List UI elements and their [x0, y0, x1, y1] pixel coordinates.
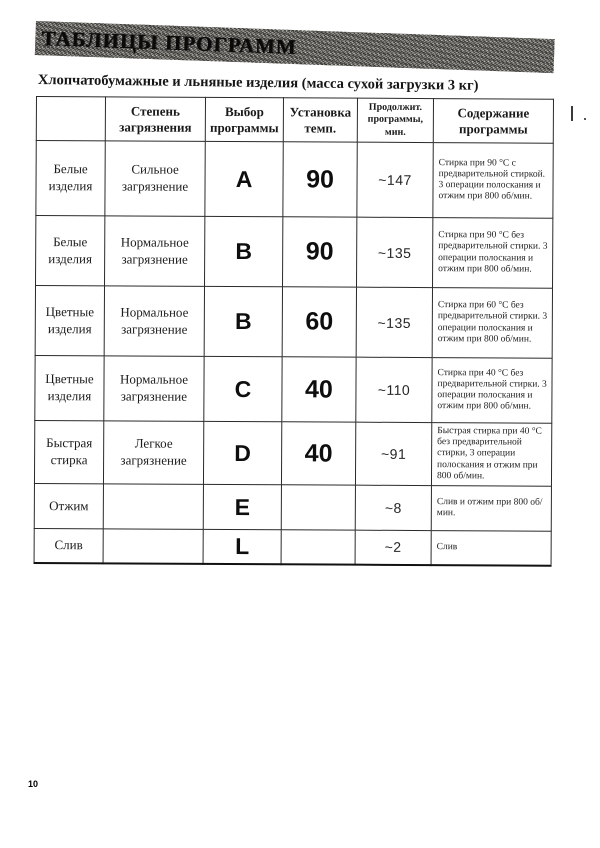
item-cell: Отжим [34, 484, 103, 529]
duration-cell: ~147 [357, 142, 433, 217]
table-row [34, 420, 551, 486]
header-cell: Содержание программы [433, 99, 553, 144]
soil-cell [103, 529, 203, 564]
soil-cell: Нормальное загрязнение [104, 286, 204, 357]
temp-cell [281, 485, 355, 530]
duration-cell: ~8 [355, 485, 431, 530]
scan-artifact [584, 118, 586, 120]
temp-cell: 40 [281, 422, 355, 485]
item-cell: Цветные изделия [35, 286, 104, 356]
section-title-bar [35, 21, 555, 73]
soil-cell: Нормальное загрязнение [105, 216, 205, 287]
item-cell: Белые изделия [36, 216, 105, 286]
table-subtitle: Хлопчатобумажные и льняные изделия (масса сухой загрузки 3 кг) [37, 72, 479, 94]
program-table [34, 96, 554, 566]
temp-cell: 90 [283, 217, 357, 287]
program-cell: B [204, 286, 282, 356]
description-cell: Быстрая стирка при 40 °C без предварительной стирки, 3 операции полоскания и отжим при 800 об/мин. [431, 423, 551, 487]
duration-cell: ~91 [355, 422, 431, 485]
soil-cell: Нормальное загрязнение [104, 356, 204, 422]
duration-cell: ~135 [357, 217, 433, 287]
section-title: ТАБЛИЦЫ ПРОГРАММ [41, 25, 298, 59]
description-cell: Слив и отжим при 800 об/мин. [431, 486, 551, 532]
soil-cell: Сильное загрязнение [105, 141, 205, 217]
header-cell [36, 97, 105, 141]
item-cell: Слив [34, 529, 103, 563]
program-cell: D [203, 421, 281, 484]
description-cell: Слив [431, 531, 551, 566]
program-table-body [34, 141, 553, 566]
program-cell: E [203, 484, 281, 529]
table-row [34, 484, 551, 532]
header-cell: Продолжит. программы, мин. [357, 98, 433, 142]
soil-cell: Легкое загрязнение [103, 421, 203, 485]
table-row [35, 286, 552, 359]
program-cell: B [205, 216, 283, 286]
program-cell: L [203, 529, 281, 563]
program-cell: A [205, 141, 283, 216]
table-row [34, 529, 551, 566]
table-row [35, 355, 552, 423]
soil-cell [103, 484, 203, 530]
header-cell: Выбор программы [205, 97, 283, 141]
table-header-row [36, 97, 553, 144]
temp-cell: 60 [282, 287, 356, 357]
description-cell: Стирка при 90 °C без предварительной стирки. 3 операции полоскания и отжим при 800 об/мин. [433, 218, 553, 289]
description-cell: Стирка при 60 °C без предварительной стирки. 3 операции полоскания и отжим при 800 об/мин. [432, 288, 552, 359]
header-cell: Степень загрязнения [105, 97, 205, 142]
scan-artifact [571, 106, 573, 121]
program-table-wrap [34, 96, 554, 566]
temp-cell: 40 [282, 357, 356, 422]
header-cell: Установка темп. [283, 98, 357, 142]
page-number: 10 [28, 779, 39, 789]
item-cell: Белые изделия [36, 141, 105, 216]
item-cell: Цветные изделия [35, 355, 104, 420]
temp-cell [281, 530, 355, 564]
duration-cell: ~2 [355, 530, 431, 564]
program-cell: C [204, 356, 282, 421]
item-cell: Быстрая стирка [34, 420, 103, 483]
description-cell: Стирка при 90 °C с предварительной стиркой. 3 операции полоскания и отжим при 800 об/мин. [433, 143, 553, 219]
table-row [36, 141, 553, 219]
duration-cell: ~135 [356, 287, 432, 357]
temp-cell: 90 [283, 142, 357, 217]
duration-cell: ~110 [356, 357, 432, 422]
table-row [36, 216, 553, 289]
description-cell: Стирка при 40 °C без предварительной стирки. 3 операции полоскания и отжим при 800 об/мин. [432, 358, 552, 424]
